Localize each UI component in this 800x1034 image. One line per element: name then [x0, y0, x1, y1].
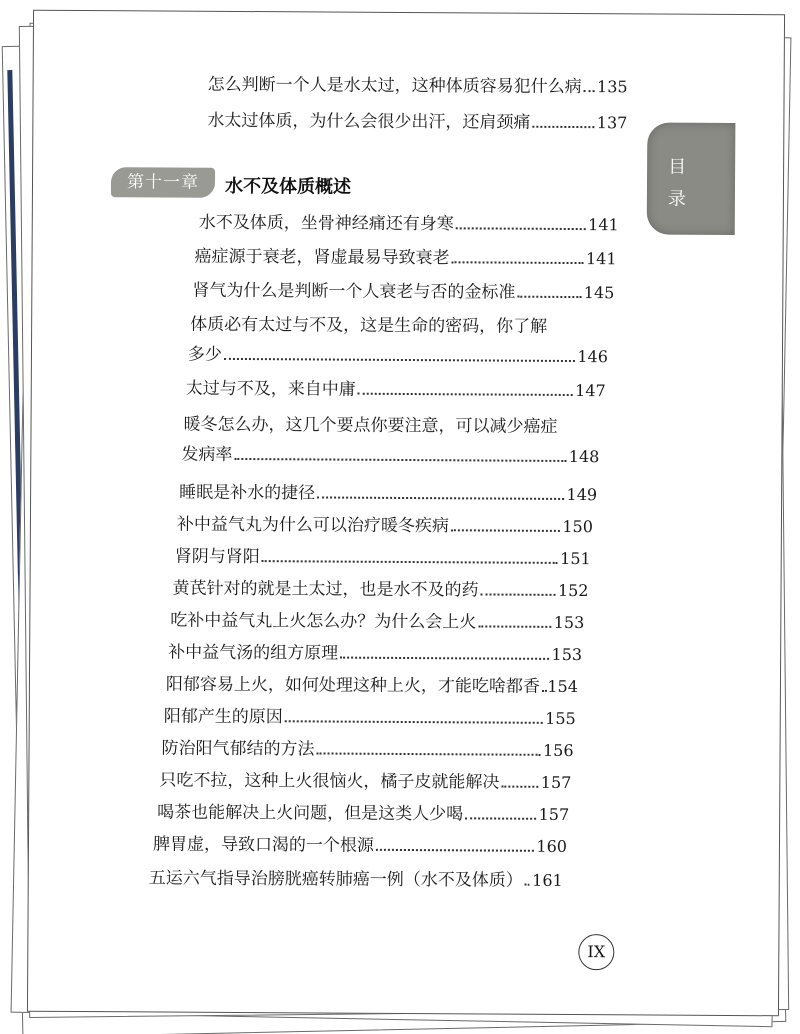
leader-dots — [451, 515, 561, 532]
toc-entry-title: 发病率 — [181, 444, 233, 465]
leader-dots — [376, 835, 535, 852]
toc-entry[interactable] — [188, 344, 608, 369]
leader-dots — [262, 546, 559, 564]
toc-entry[interactable] — [179, 482, 597, 507]
leader-dots — [542, 676, 546, 692]
toc-entry-page: 152 — [557, 580, 589, 601]
page-number: IX — [578, 934, 614, 970]
toc-entry[interactable] — [172, 578, 588, 603]
toc-entry[interactable] — [157, 801, 569, 826]
toc-entry-page: 160 — [536, 836, 568, 856]
toc-entry[interactable] — [192, 280, 614, 305]
leader-dots — [517, 282, 582, 298]
toc-entry-title: 肾阴与肾阳 — [174, 546, 260, 568]
toc-entry-page: 149 — [566, 484, 598, 505]
toc-entry-title: 防治阳气郁结的方法 — [161, 738, 315, 760]
leader-dots — [317, 482, 565, 500]
toc-page — [27, 10, 785, 1017]
toc-entry-title: 肾气为什么是判断一个人衰老与否的金标准 — [192, 280, 516, 303]
toc-entry-title: 癌症源于衰老，肾虚最易导致衰老 — [194, 246, 450, 269]
leader-dots — [452, 247, 585, 264]
toc-entry-page: 146 — [577, 347, 609, 367]
leader-dots — [525, 870, 531, 886]
toc-entry-page: 147 — [575, 381, 606, 401]
leader-dots — [358, 379, 574, 396]
toc-entry-title: 只吃不拉，这种上火很恼火，橘子皮就能解决 — [159, 770, 500, 793]
side-tab-char-1: 目 — [668, 156, 687, 178]
toc-entry-page: 137 — [596, 113, 628, 133]
leader-dots — [478, 611, 552, 627]
toc-entry-title: 阳郁产生的原因 — [163, 706, 283, 728]
toc-entry-page: 156 — [542, 740, 574, 761]
toc-entry[interactable] — [186, 378, 606, 403]
toc-entry-title[interactable]: 体质必有太过与不及，这是生命的密码，你了解 — [190, 314, 548, 337]
leader-dots — [480, 579, 556, 595]
toc-entry-title: 脾胃虚，导致口渴的一个根源 — [152, 834, 375, 856]
toc-entry-title: 睡眠是补水的捷径 — [179, 482, 316, 504]
leader-dots — [465, 803, 537, 819]
leader-dots — [285, 706, 544, 724]
toc-entry-title: 补中益气汤的组方原理 — [168, 642, 339, 664]
leader-dots — [224, 344, 576, 362]
toc-entry-page: 150 — [562, 516, 593, 537]
toc-entry-page: 141 — [588, 215, 619, 235]
toc-entry-page: 145 — [583, 283, 615, 303]
toc-entry-page: 135 — [597, 77, 628, 97]
leader-dots — [501, 772, 539, 788]
toc-entry-page: 161 — [532, 870, 563, 890]
toc-entry[interactable] — [170, 610, 584, 635]
toc-entry[interactable] — [177, 514, 593, 539]
toc-entry-page: 153 — [553, 612, 585, 633]
toc-entry-title: 怎么判断一个人是水太过，这种体质容易犯什么病 — [207, 74, 582, 98]
toc-entry-title: 太过与不及，来自中庸 — [185, 378, 356, 400]
chapter-title[interactable]: 水不及体质概述 — [224, 175, 352, 198]
toc-entry-title: 黄芪针对的就是土太过，也是水不及的药 — [172, 578, 479, 601]
toc-entry-title: 补中益气丸为什么可以治疗暖冬疾病 — [176, 514, 449, 537]
toc-entry-page: 153 — [551, 644, 583, 665]
toc-entry-title: 水不及体质，坐骨神经痛还有身寒 — [198, 212, 454, 235]
toc-entry-page: 154 — [547, 676, 579, 697]
chapter-badge: 第十一章 — [111, 167, 215, 198]
contents-side-tab — [647, 122, 736, 235]
toc-entry-title[interactable]: 暖冬怎么办，这几个要点你要注意，可以减少癌症 — [183, 414, 558, 437]
toc-entry[interactable] — [161, 738, 573, 763]
leader-dots — [234, 444, 567, 462]
toc-entry-title: 五运六气指导治膀胱癌转肺癌一例（水不及体质） — [148, 868, 523, 891]
toc-entry-page: 148 — [568, 446, 600, 467]
toc-entry[interactable] — [208, 74, 628, 99]
toc-entry[interactable] — [181, 444, 599, 469]
leader-dots — [317, 738, 542, 755]
toc-entry[interactable] — [153, 833, 567, 858]
toc-entry-title: 阳郁容易上火，如何处理这种上火，才能吃啥都香 — [165, 674, 541, 697]
toc-entry[interactable] — [175, 546, 591, 571]
toc-entry-page: 151 — [560, 548, 591, 569]
toc-entry-title: 喝茶也能解决上火问题，但是这类人少喝 — [157, 802, 464, 825]
toc-entry-title: 水太过体质，为什么会很少出汗，还肩颈痛 — [207, 110, 531, 133]
leader-dots — [532, 112, 595, 128]
toc-entry[interactable] — [207, 110, 627, 135]
toc-entry[interactable] — [166, 674, 578, 699]
toc-entry[interactable] — [149, 867, 563, 892]
toc-entry[interactable] — [199, 212, 619, 237]
toc-entry-title: 吃补中益气丸上火怎么办？为什么会上火 — [170, 610, 477, 633]
side-tab-char-2: 录 — [667, 188, 686, 210]
toc-entry-page: 157 — [540, 772, 572, 793]
toc-entry-page: 155 — [545, 708, 576, 729]
toc-entry[interactable] — [159, 769, 571, 794]
leader-dots — [340, 643, 550, 660]
toc-entry-title: 多少 — [187, 344, 223, 365]
toc-entry[interactable] — [168, 642, 582, 667]
toc-entry[interactable] — [194, 246, 616, 271]
toc-entry[interactable] — [164, 706, 576, 731]
toc-entry-page: 157 — [538, 804, 570, 825]
leader-dots — [456, 213, 587, 230]
leader-dots — [584, 76, 596, 92]
toc-entry-page: 141 — [585, 249, 617, 269]
